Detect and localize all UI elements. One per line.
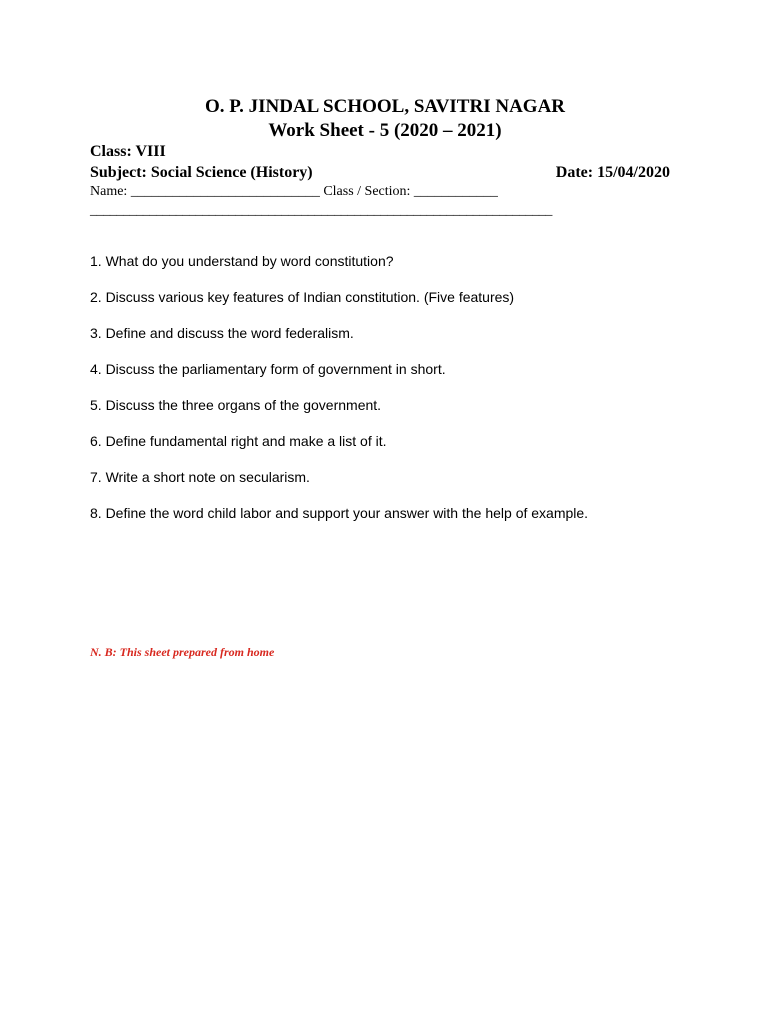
school-title: O. P. JINDAL SCHOOL, SAVITRI NAGAR [204, 96, 566, 117]
question-item: 2. Discuss various key features of Indian constitution. (Five features) [90, 289, 515, 305]
header-divider: ______________________________________________________________________ [90, 203, 553, 218]
question-item: 3. Define and discuss the word federalism. [90, 325, 354, 341]
class-label: Class: VIII [90, 143, 166, 160]
worksheet-title: Work Sheet - 5 (2020 – 2021) [268, 120, 502, 141]
date-label: Date: 15/04/2020 [555, 164, 670, 181]
question-item: 8. Define the word child labor and support your answer with the help of example. [90, 505, 589, 521]
question-item: 6. Define fundamental right and make a list of it. [90, 433, 387, 449]
question-item: 4. Discuss the parliamentary form of government in short. [90, 361, 446, 377]
question-item: 1. What do you understand by word constitution? [90, 253, 394, 269]
question-item: 5. Discuss the three organs of the government. [90, 397, 382, 413]
question-item: 7. Write a short note on secularism. [90, 469, 310, 485]
question-list [90, 252, 588, 540]
footnote-note: N. B: This sheet prepared from home [90, 645, 275, 659]
subject-label: Subject: Social Science (History) [90, 164, 313, 181]
name-class-section-line: Name: ___________________________ Class / Section: ____________ [90, 184, 498, 199]
